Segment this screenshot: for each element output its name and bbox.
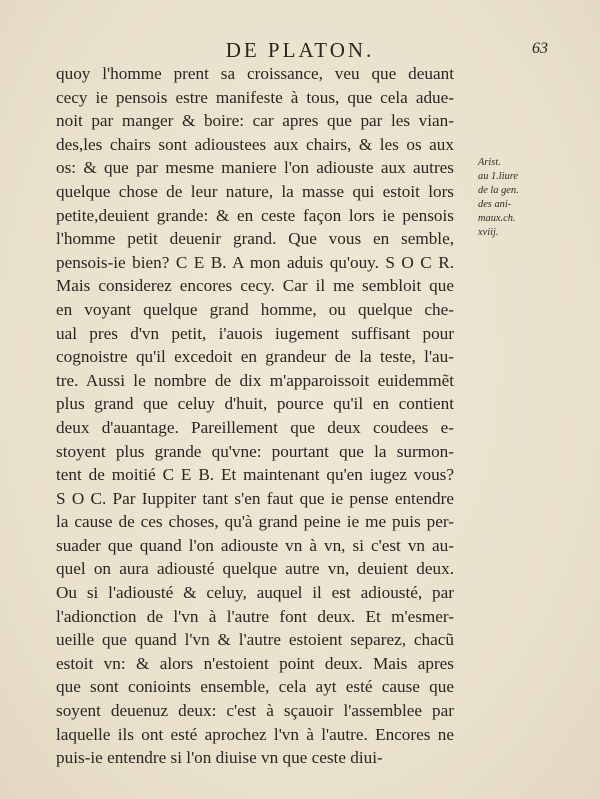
running-title: DE PLATON. <box>225 38 375 62</box>
text-line: cognoistre qu'il excedoit en grandeur de la teste, l'au- <box>56 347 454 367</box>
marginal-note-line: de la gen. <box>478 185 519 196</box>
text-line: estoit vn: & alors n'estoient point deux. Mais apres <box>56 653 454 673</box>
body-text-block <box>56 62 454 770</box>
text-line: quoy l'homme prent sa croissance, veu que deuant <box>56 64 454 83</box>
marginal-note-line: des ani- <box>478 199 512 210</box>
text-line: plus grand que celuy d'huit, pource qu'il en contient <box>56 394 454 414</box>
text-line: tent de moitié C E B. Et maintenant qu'en iugez vous? <box>56 465 454 485</box>
page-number: 63 <box>532 40 548 57</box>
text-line: puis-ie entendre si l'on diuise vn que ceste diui- <box>56 748 383 768</box>
marginal-note-line: xviij. <box>478 227 499 238</box>
text-line: Mais considerez encores cecy. Car il me sembloit que <box>56 276 454 296</box>
text-line: laquelle ils ont esté aprochez l'vn à l'autre. Encores ne <box>56 724 454 744</box>
marginal-note-line: au 1.liure <box>478 171 519 182</box>
text-line: l'adionction de l'vn à l'autre font deux. Et m'esmer- <box>56 606 454 626</box>
marginal-note <box>478 156 548 240</box>
text-line: des,les chairs sont adioustees aux chairs, & les os aux <box>56 134 454 154</box>
text-line: pensois-ie bien? C E B. A mon aduis qu'ouy. S O C R. <box>56 252 454 272</box>
text-line: que sont conioints ensemble, cela ayt esté cause que <box>56 677 454 697</box>
text-line: stoyent plus grande qu'vne: pourtant que la surmon- <box>56 441 454 461</box>
text-line: petite,deuient grande: & en ceste façon lors ie pensois <box>56 205 454 225</box>
text-line: quelque chose de leur nature, la masse qui estoit lors <box>56 181 454 201</box>
text-line: quel on aura adiousté quelque autre vn, deuient deux. <box>56 559 454 579</box>
marginal-note-line: maux.ch. <box>478 213 516 224</box>
text-line: deux d'auantage. Pareillement que deux coudees e- <box>56 417 454 437</box>
text-line: cecy ie pensois estre manifeste à tous, que cela adue- <box>56 87 454 107</box>
text-line: S O C. Par Iuppiter tant s'en faut que ie pense entendre <box>56 488 454 508</box>
text-line: soyent deuenuz deux: c'est à sçauoir l'assemblee par <box>56 701 454 721</box>
text-line: os: & que par mesme maniere l'on adiouste aux autres <box>56 158 454 178</box>
text-line: tre. Aussi le nombre de dix m'apparoissoit euidemmẽt <box>56 370 454 390</box>
text-line: l'homme petit deuenir grand. Que vous en semble, <box>56 229 454 249</box>
text-line: Ou si l'adiousté & celuy, auquel il est adiousté, par <box>56 583 454 603</box>
text-line: ual pres d'vn petit, i'auois iugement suffisant pour <box>56 323 454 343</box>
text-line: la cause de ces choses, qu'à grand peine ie me puis per- <box>56 512 454 532</box>
text-line: ueille que quand l'vn & l'autre estoient separez, chacũ <box>56 630 454 650</box>
text-line: noit par manger & boire: car apres que par les vian- <box>56 111 454 131</box>
marginal-note-line: Arist. <box>478 157 501 168</box>
text-line: suader que quand l'on adiouste vn à vn, si c'est vn au- <box>56 535 454 555</box>
text-line: en voyant quelque grand homme, ou quelque che- <box>56 299 454 319</box>
